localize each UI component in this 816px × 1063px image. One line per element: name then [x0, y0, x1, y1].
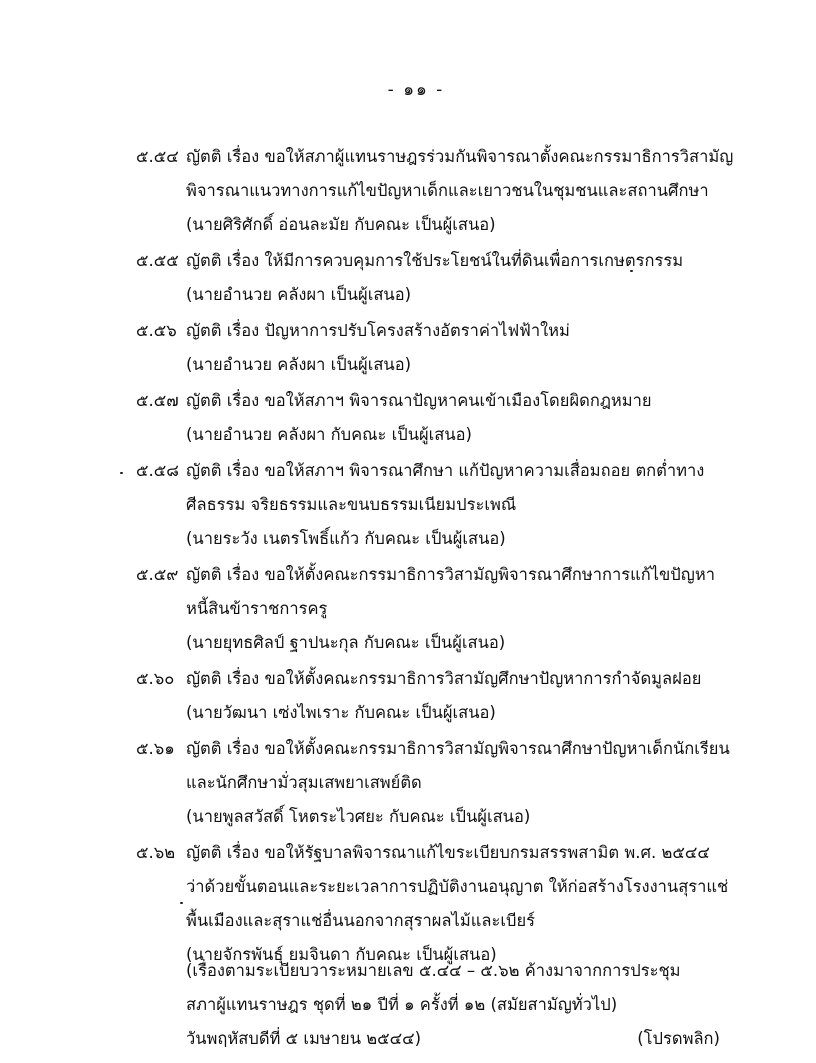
page-number: - ๑๑ -	[387, 80, 445, 100]
agenda-item-title: ญัตติ เรื่อง ปัญหาการปรับโครงสร้างอัตราค่าไฟฟ้าใหม่	[186, 321, 570, 340]
agenda-item-title: ญัตติ เรื่อง ขอให้ตั้งคณะกรรมาธิการวิสามัญศึกษาปัญหาการกำจัดมูลฝอย	[186, 669, 702, 688]
agenda-item-number: ๕.๕๕	[136, 251, 179, 270]
agenda-item-number: ๕.๖๑	[136, 739, 175, 758]
agenda-item-5-55	[0, 244, 816, 312]
note-line: (เรื่องตามระเบียบวาระหมายเลข ๕.๔๔ – ๕.๖๒ ค้างมาจากการประชุม	[186, 961, 681, 980]
agenda-item-title-continued: หนี้สินข้าราชการครู	[186, 599, 328, 618]
agenda-item-number: ๕.๖๐	[136, 669, 175, 688]
agenda-item-proposer: (นายยุทธศิลป์ ฐาปนะกุล กับคณะ เป็นผู้เสนอ)	[186, 633, 506, 652]
agenda-item-list	[0, 140, 816, 972]
agenda-item-title-continued: ศีลธรรม จริยธรรมและขนบธรรมเนียมประเพณี	[186, 495, 517, 514]
note-line: วันพฤหัสบดีที่ ๕ เมษายน ๒๕๔๔)	[186, 1029, 422, 1048]
agenda-item-5-60	[0, 662, 816, 730]
carry-over-note	[0, 954, 816, 1056]
agenda-item-number: ๕.๖๒	[136, 843, 176, 862]
agenda-item-title: ญัตติ เรื่อง ขอให้สภาฯ พิจารณาปัญหาคนเข้าเมืองโดยผิดกฎหมาย	[186, 391, 652, 410]
agenda-item-proposer: (นายอำนวย คลังผา กับคณะ เป็นผู้เสนอ)	[186, 425, 472, 444]
agenda-item-5-58	[0, 454, 816, 556]
note-line: สภาผู้แทนราษฎร ชุดที่ ๒๑ ปีที่ ๑ ครั้งที่ ๑๒ (สมัยสามัญทั่วไป)	[186, 995, 618, 1014]
agenda-item-title: ญัตติ เรื่อง ขอให้สภาฯ พิจารณาศึกษา แก้ปัญหาความเสื่อมถอย ตกต่ำทาง	[186, 461, 705, 480]
agenda-item-number: ๕.๕๙	[136, 565, 179, 584]
agenda-item-proposer: (นายวัฒนา เซ่งไพเราะ กับคณะ เป็นผู้เสนอ)	[186, 703, 496, 722]
agenda-item-number: ๕.๕๗	[136, 391, 179, 410]
agenda-item-title-continued: พิจารณาแนวทางการแก้ไขปัญหาเด็กและเยาวชนในชุมชนและสถานศึกษา	[186, 181, 709, 200]
agenda-item-5-57	[0, 384, 816, 452]
agenda-item-title-continued: และนักศึกษามั่วสุมเสพยาเสพย์ติด	[186, 773, 422, 792]
scan-speck	[630, 270, 633, 272]
agenda-item-5-62	[0, 836, 816, 972]
agenda-item-title: ญัตติ เรื่อง ให้มีการควบคุมการใช้ประโยชน์ในที่ดินเพื่อการเกษตรกรรม	[186, 251, 684, 270]
scan-speck	[180, 902, 183, 904]
agenda-item-number: ๕.๕๖	[136, 321, 177, 340]
please-turn-over-label: (โปรดพลิก)	[637, 1029, 720, 1048]
agenda-item-title: ญัตติ เรื่อง ขอให้สภาผู้แทนราษฎรร่วมกันพิจารณาตั้งคณะกรรมาธิการวิสามัญ	[186, 147, 734, 166]
agenda-item-proposer: (นายระวัง เนตรโพธิ์แก้ว กับคณะ เป็นผู้เสนอ)	[186, 529, 506, 548]
scan-speck	[120, 472, 123, 474]
agenda-item-proposer: (นายอำนวย คลังผา เป็นผู้เสนอ)	[186, 355, 412, 374]
agenda-item-5-61	[0, 732, 816, 834]
agenda-item-title: ญัตติ เรื่อง ขอให้ตั้งคณะกรรมาธิการวิสามัญพิจารณาศึกษาการแก้ไขปัญหา	[186, 565, 715, 584]
agenda-item-5-59	[0, 558, 816, 660]
agenda-item-proposer: (นายจักรพันธุ์ ยมจินดา กับคณะ เป็นผู้เสนอ)	[186, 945, 497, 964]
agenda-item-number: ๕.๕๘	[136, 461, 179, 480]
agenda-item-proposer: (นายอำนวย คลังผา เป็นผู้เสนอ)	[186, 285, 412, 304]
agenda-item-title-continued: ว่าด้วยขั้นตอนและระยะเวลาการปฏิบัติงานอนุญาต ให้ก่อสร้างโรงงานสุราแช่	[186, 877, 729, 896]
agenda-item-5-56	[0, 314, 816, 382]
agenda-item-title: ญัตติ เรื่อง ขอให้รัฐบาลพิจารณาแก้ไขระเบียบกรมสรรพสามิต พ.ศ. ๒๕๔๔	[186, 843, 710, 862]
agenda-item-title-continued: พื้นเมืองและสุราแช่อื่นนอกจากสุราผลไม้และเบียร์	[186, 911, 535, 930]
agenda-item-proposer: (นายศิริศักดิ์ อ่อนละมัย กับคณะ เป็นผู้เสนอ)	[186, 215, 496, 234]
agenda-item-5-54	[0, 140, 816, 242]
agenda-item-proposer: (นายพูลสวัสดิ์ โหตระไวศยะ กับคณะ เป็นผู้เสนอ)	[186, 807, 531, 826]
agenda-item-title: ญัตติ เรื่อง ขอให้ตั้งคณะกรรมาธิการวิสามัญพิจารณาศึกษาปัญหาเด็กนักเรียน	[186, 739, 730, 758]
agenda-item-number: ๕.๕๔	[136, 147, 179, 166]
